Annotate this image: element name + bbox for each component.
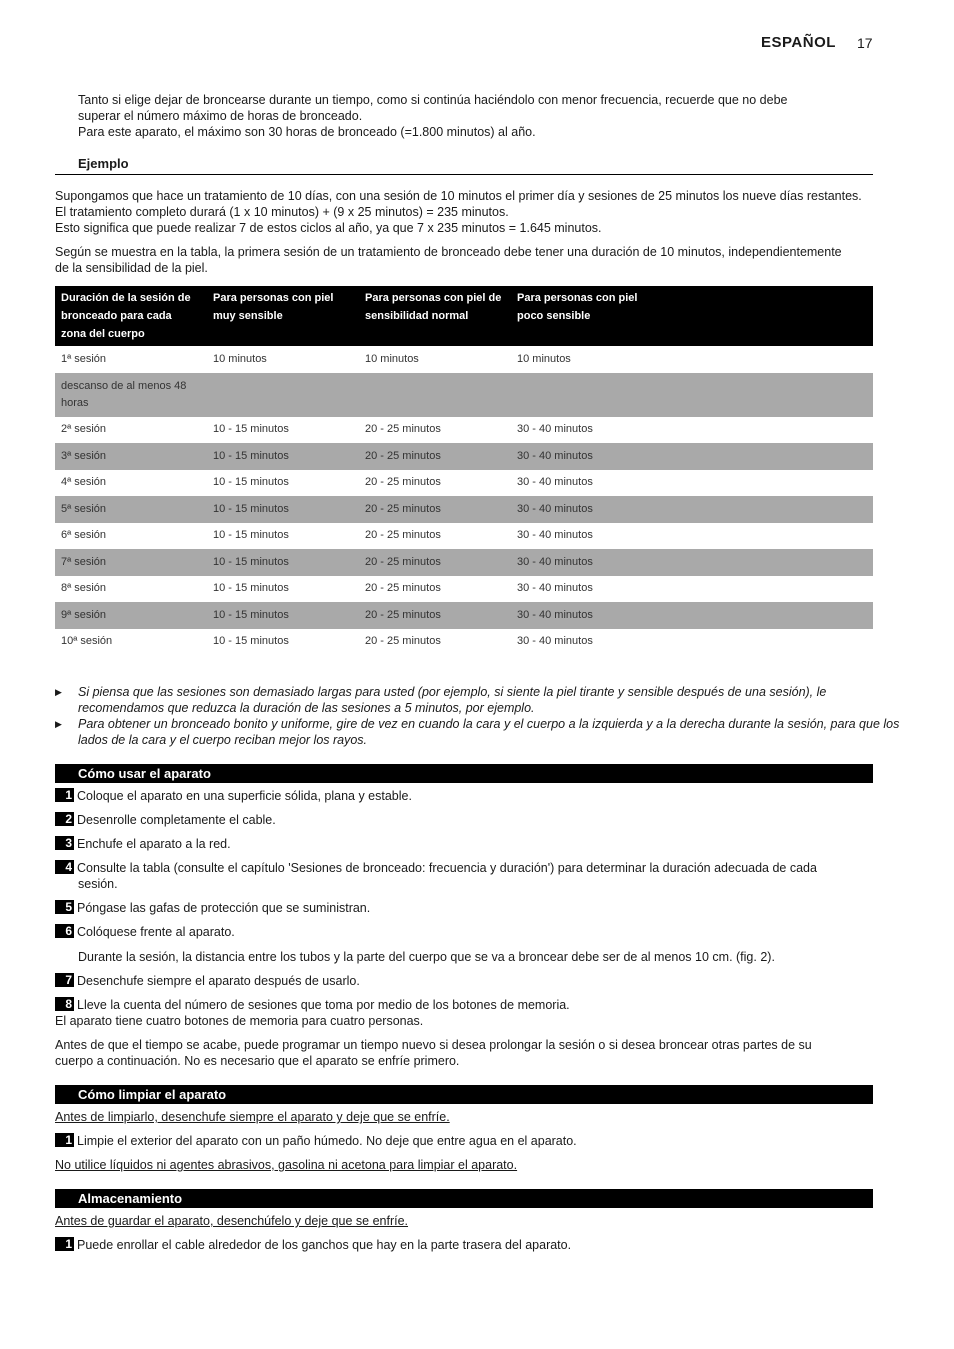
- bullet-triangle-icon: ▶: [55, 687, 62, 697]
- step-item: 1 Limpie el exterior del aparato con un paño húmedo. No deje que entre agua en el aparato.: [55, 1133, 577, 1149]
- section-bar-storage: Almacenamiento: [55, 1189, 873, 1208]
- section-bar-usage: Cómo usar el aparato: [55, 764, 873, 783]
- step-item: 5 Póngase las gafas de protección que se suministran.: [55, 900, 370, 916]
- table-row: 2ª sesión 10 - 15 minutos 20 - 25 minutos 30 - 40 minutos: [61, 423, 593, 436]
- example-paragraph-1: Supongamos que hace un tratamiento de 10 días, con una sesión de 10 minutos el primer día y sesiones de 25 minutos los nueve días restantes. El tratamiento completo durará (1 x 10 minutos) + (9 x 25 minutos) = 235 minutos. Esto significa que puede realizar 7 de estos ciclos al año, ya que 7 x 235 minutos = 1.645 minutos.: [55, 189, 862, 235]
- table-row: 1ª sesión 10 minutos 10 minutos 10 minutos: [61, 352, 571, 365]
- example-rule: [55, 174, 873, 175]
- table-header-row: [55, 286, 873, 346]
- step-item: 1 Coloque el aparato en una superficie sólida, plana y estable.: [55, 788, 412, 804]
- table-row: 10ª sesión 10 - 15 minutos 20 - 25 minutos 30 - 40 minutos: [61, 635, 593, 648]
- cleaning-warning: Antes de limpiarlo, desenchufe siempre el aparato y deje que se enfríe.: [55, 1110, 450, 1124]
- session-table: [55, 286, 873, 655]
- table-row: 7ª sesión 10 - 15 minutos 20 - 25 minutos 30 - 40 minutos: [55, 549, 873, 576]
- step-item: 1 Puede enrollar el cable alrededor de los ganchos que hay en la parte trasera del aparato.: [55, 1237, 571, 1253]
- page-number: 17: [857, 35, 873, 51]
- cleaning-caution: No utilice líquidos ni agentes abrasivos, gasolina ni acetona para limpiar el aparato.: [55, 1158, 518, 1172]
- table-header-cell: Para personas con piel poco sensible: [511, 286, 873, 346]
- intro-text: Tanto si elige dejar de broncearse durante un tiempo, como si continúa haciéndolo con menor frecuencia, recuerde que no debe superar el número máximo de horas de bronceado. Para este aparato, el máximo son 30 horas de bronceado (=1.800 minutos) al año.: [78, 93, 788, 139]
- language-label: ESPAÑOL: [761, 34, 836, 51]
- table-row: 8ª sesión 10 - 15 minutos 20 - 25 minutos 30 - 40 minutos: [61, 582, 593, 595]
- table-row: 5ª sesión 10 - 15 minutos 20 - 25 minutos 30 - 40 minutos: [55, 496, 873, 523]
- step-item: 6 Colóquese frente al aparato.: [55, 924, 235, 940]
- step-item: 2 Desenrolle completamente el cable.: [55, 812, 276, 828]
- tip-item: ▶ Si piensa que las sesiones son demasiado largas para usted (por ejemplo, si siente la piel tirante y sensible después de una sesión), le recomendamos que reduzca la duración de las sesiones a 5 minutos, por ejemplo.: [55, 685, 827, 715]
- example-heading: Ejemplo: [78, 156, 129, 171]
- memory-note: El aparato tiene cuatro botones de memoria para cuatro personas.: [55, 1014, 424, 1028]
- step-item: 3 Enchufe el aparato a la red.: [55, 836, 231, 852]
- table-row: 3ª sesión 10 - 15 minutos 20 - 25 minutos 30 - 40 minutos: [55, 443, 873, 470]
- step-item: 7 Desenchufe siempre el aparato después de usarlo.: [55, 973, 360, 989]
- table-row: 9ª sesión 10 - 15 minutos 20 - 25 minutos 30 - 40 minutos: [55, 602, 873, 629]
- section-bar-cleaning: Cómo limpiar el aparato: [55, 1085, 873, 1104]
- usage-extra-text: Antes de que el tiempo se acabe, puede programar un tiempo nuevo si desea prolongar la sesión o si desea broncear otras partes de su cuerpo a continuación. No es necesario que el aparato se enfríe primero.: [55, 1038, 812, 1068]
- table-header-cell: Para personas con piel muy sensible: [207, 286, 359, 346]
- step-item: 8 Lleve la cuenta del número de sesiones que toma por medio de los botones de memoria.: [55, 997, 570, 1013]
- table-row: descanso de al menos 48 horas: [55, 373, 873, 417]
- example-paragraph-2: Según se muestra en la tabla, la primera sesión de un tratamiento de bronceado debe tener una duración de 10 minutos, independientemente de la sensibilidad de la piel.: [55, 245, 842, 275]
- table-header-cell: Duración de la sesión de bronceado para cada zona del cuerpo: [55, 286, 207, 346]
- storage-warning: Antes de guardar el aparato, desenchúfelo y deje que se enfríe.: [55, 1214, 409, 1228]
- tip-item: ▶ Para obtener un bronceado bonito y uniforme, gire de vez en cuando la cara y el cuerpo a la izquierda y a la derecha durante la sesión, para que los lados de la cara y el cuerpo reciban mejor los rayos.: [55, 717, 900, 747]
- bullet-triangle-icon: ▶: [55, 719, 62, 729]
- table-row: 4ª sesión 10 - 15 minutos 20 - 25 minutos 30 - 40 minutos: [61, 476, 593, 489]
- table-row: 6ª sesión 10 - 15 minutos 20 - 25 minutos 30 - 40 minutos: [61, 529, 593, 542]
- table-header-cell: Para personas con piel de sensibilidad normal: [359, 286, 511, 346]
- step-6-note: Durante la sesión, la distancia entre los tubos y la parte del cuerpo que se va a broncear debe ser de al menos 10 cm. (fig. 2).: [78, 950, 775, 964]
- step-item: 4 Consulte la tabla (consulte el capítulo 'Sesiones de bronceado: frecuencia y duración') para determinar la duración adecuada de cada sesión.: [55, 860, 873, 892]
